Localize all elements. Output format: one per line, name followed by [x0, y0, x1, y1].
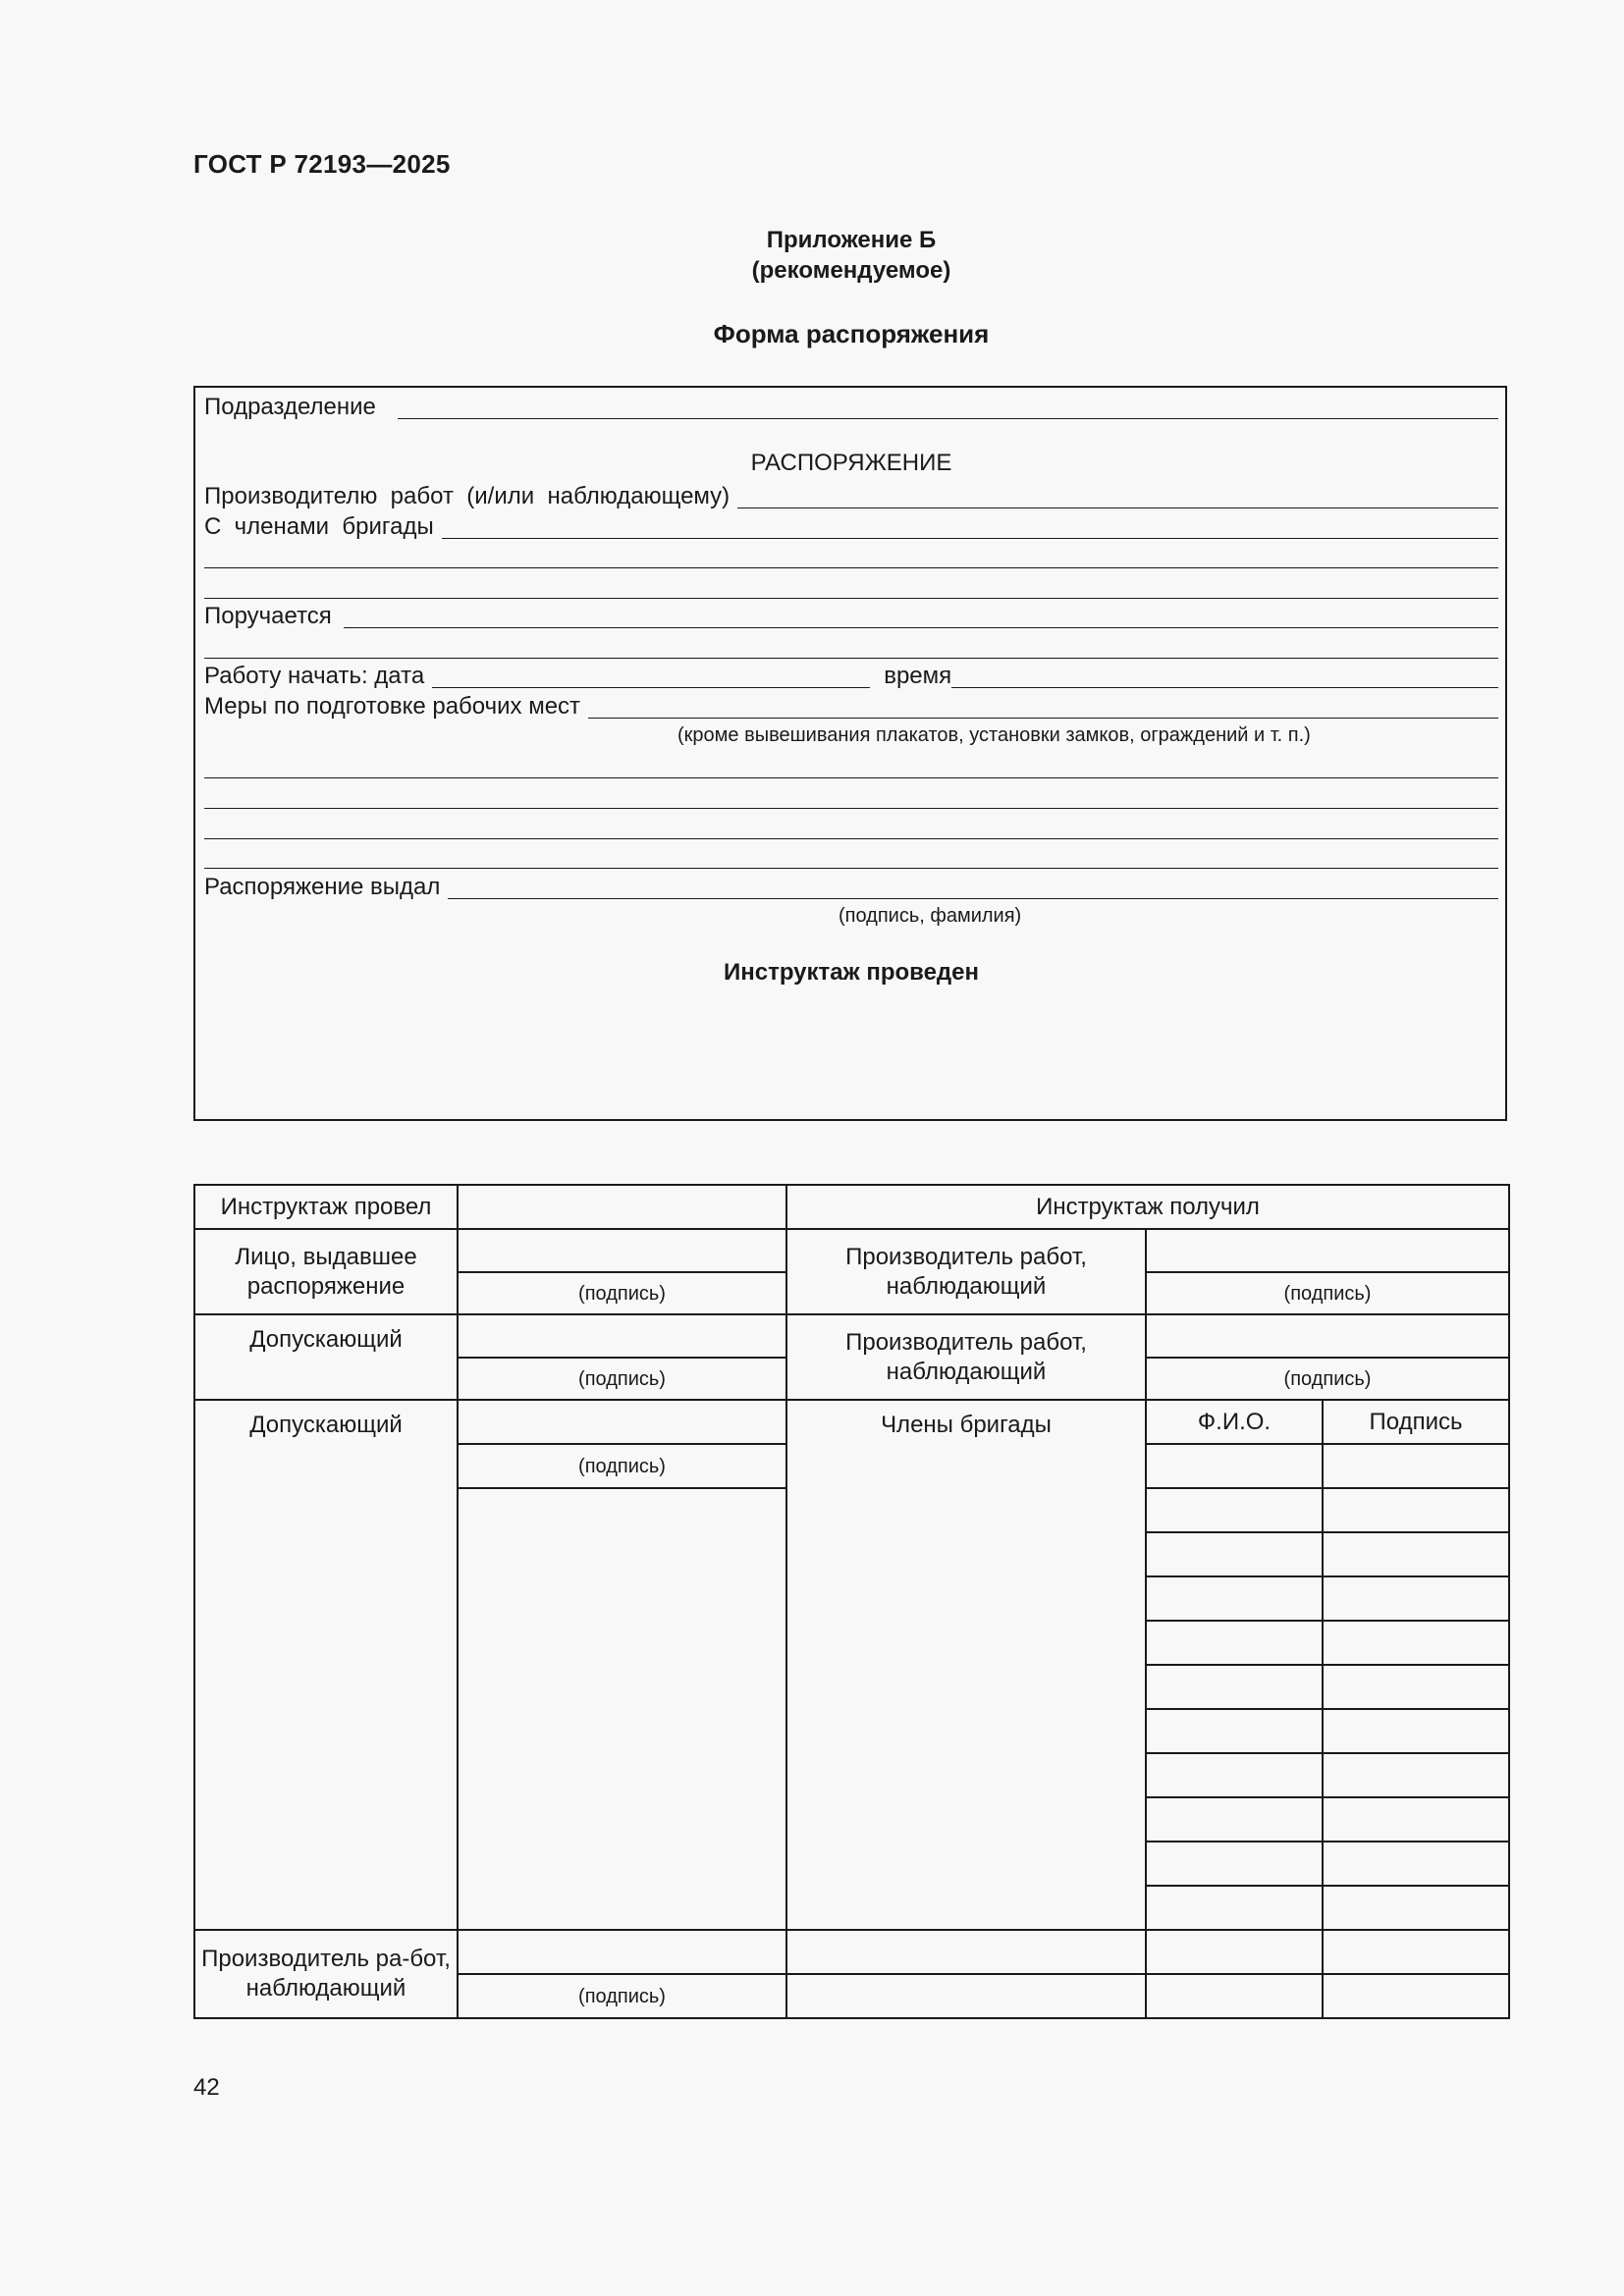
briefing-conducted-header: Инструктаж провел [194, 1185, 458, 1229]
form-title: Форма распоряжения [713, 319, 990, 348]
measures-row [204, 692, 1498, 721]
assigned-line-2 [204, 632, 1498, 662]
fio-cell[interactable] [1146, 1886, 1323, 1930]
measures-field-3[interactable] [204, 807, 1498, 809]
table-row [194, 1314, 1509, 1358]
assigned-field-2[interactable] [204, 657, 1498, 659]
admitting-blank-area[interactable] [458, 1488, 786, 1930]
brigade-field-2[interactable] [204, 566, 1498, 568]
signature-cell[interactable] [1323, 1665, 1509, 1709]
table-row [194, 1185, 1509, 1229]
issuer-signature-field[interactable] [458, 1229, 786, 1272]
measures-line-3 [204, 782, 1498, 812]
measures-label: Меры по подготовке рабочих мест [204, 693, 581, 720]
fio-cell[interactable] [1146, 1930, 1323, 1974]
work-manager-label: Производителю работ (и/или наблюдающему) [204, 483, 731, 509]
signature-cell[interactable] [1323, 1576, 1509, 1621]
measures-line-5 [204, 842, 1498, 872]
start-date-field[interactable] [432, 686, 870, 688]
fio-cell[interactable] [1146, 1444, 1323, 1488]
order-title: РАСПОРЯЖЕНИЕ [750, 450, 952, 476]
brigade-field-3[interactable] [204, 597, 1498, 599]
signature-hint: (подпись) [458, 1444, 786, 1488]
signature-cell[interactable] [1323, 1709, 1509, 1753]
measures-line-4 [204, 813, 1498, 842]
work-manager-signature-field-2[interactable] [1146, 1314, 1509, 1358]
admitting-signature-field-2[interactable] [458, 1400, 786, 1444]
work-manager-label-3: Производитель ра-бот, наблюдающий [194, 1930, 458, 2018]
fio-cell[interactable] [1146, 1974, 1323, 2018]
signature-cell[interactable] [1323, 1753, 1509, 1797]
brigade-line-3 [204, 572, 1498, 602]
fio-cell[interactable] [1146, 1488, 1323, 1532]
signature-cell[interactable] [1323, 1797, 1509, 1842]
signature-cell[interactable] [1323, 1974, 1509, 2018]
subdivision-label: Подразделение [204, 394, 376, 420]
brigade-field[interactable] [442, 537, 1498, 539]
signature-cell[interactable] [1323, 1488, 1509, 1532]
assigned-row [204, 602, 1498, 631]
brigade-label: С членами бригады [204, 513, 434, 540]
table-cell[interactable] [786, 1974, 1146, 2018]
signature-hint: (подпись) [458, 1358, 786, 1400]
signature-cell[interactable] [1323, 1886, 1509, 1930]
issued-label: Распоряжение выдал [204, 874, 441, 900]
admitting-label-2: Допускающий [194, 1400, 458, 1930]
fio-cell[interactable] [1146, 1576, 1323, 1621]
table-row [194, 1930, 1509, 1974]
signature-cell[interactable] [1323, 1532, 1509, 1576]
table-row [194, 1400, 1509, 1444]
briefing-done-title: Инструктаж проведен [723, 959, 979, 986]
signature-cell[interactable] [1323, 1930, 1509, 1974]
fio-header: Ф.И.О. [1146, 1400, 1323, 1444]
assigned-field[interactable] [344, 626, 1498, 628]
subdivision-field[interactable] [398, 417, 1498, 419]
signature-cell[interactable] [1323, 1621, 1509, 1665]
fio-cell[interactable] [1146, 1709, 1323, 1753]
annex-title: Приложение Б [766, 227, 937, 253]
signature-header: Подпись [1323, 1400, 1509, 1444]
measures-field[interactable] [588, 717, 1498, 719]
signature-cell[interactable] [1323, 1444, 1509, 1488]
table-cell[interactable] [786, 1930, 1146, 1974]
issued-row [204, 873, 1498, 902]
fio-cell[interactable] [1146, 1753, 1323, 1797]
start-date-row [204, 662, 1498, 691]
admitting-signature-field-1[interactable] [458, 1314, 786, 1358]
fio-cell[interactable] [1146, 1842, 1323, 1886]
measures-hint: (кроме вывешивания плакатов, установки замков, ограждений и т. п.) [677, 724, 1311, 746]
work-manager-row [204, 482, 1498, 511]
fio-cell[interactable] [1146, 1665, 1323, 1709]
start-date-label: Работу начать: дата [204, 663, 425, 689]
brigade-row [204, 512, 1498, 542]
table-cell[interactable] [458, 1185, 786, 1229]
signature-hint: (подпись) [458, 1974, 786, 2018]
measures-field-5[interactable] [204, 867, 1498, 869]
table-row [194, 1229, 1509, 1272]
signature-hint: (подпись) [458, 1272, 786, 1314]
signature-cell[interactable] [1323, 1842, 1509, 1886]
briefing-table [193, 1184, 1510, 2019]
issuer-label: Лицо, выдавшее распоряжение [194, 1229, 458, 1314]
admitting-label-1: Допускающий [194, 1314, 458, 1400]
briefing-received-header: Инструктаж получил [786, 1185, 1509, 1229]
document-code: ГОСТ Р 72193—2025 [193, 149, 451, 179]
time-field[interactable] [951, 686, 1498, 688]
brigade-line-2 [204, 542, 1498, 571]
measures-field-4[interactable] [204, 837, 1498, 839]
brigade-members-label: Члены бригады [786, 1400, 1146, 1930]
fio-cell[interactable] [1146, 1797, 1323, 1842]
work-manager-signature-field-1[interactable] [1146, 1229, 1509, 1272]
signature-hint: (подпись) [1146, 1358, 1509, 1400]
work-manager-label-2: Производитель работ, наблюдающий [786, 1314, 1146, 1400]
time-label: время [884, 663, 952, 689]
work-manager-signature-field-3[interactable] [458, 1930, 786, 1974]
fio-cell[interactable] [1146, 1621, 1323, 1665]
work-manager-field[interactable] [737, 507, 1498, 508]
measures-field-2[interactable] [204, 776, 1498, 778]
measures-line-2 [204, 752, 1498, 781]
signature-name-hint: (подпись, фамилия) [839, 905, 1022, 927]
assigned-label: Поручается [204, 603, 332, 629]
fio-cell[interactable] [1146, 1532, 1323, 1576]
annex-status: (рекомендуемое) [751, 257, 951, 284]
signature-hint: (подпись) [1146, 1272, 1509, 1314]
work-manager-label-1: Производитель работ, наблюдающий [786, 1229, 1146, 1314]
page-number: 42 [193, 2074, 220, 2101]
issued-field[interactable] [448, 897, 1498, 899]
subdivision-row [204, 393, 1498, 422]
